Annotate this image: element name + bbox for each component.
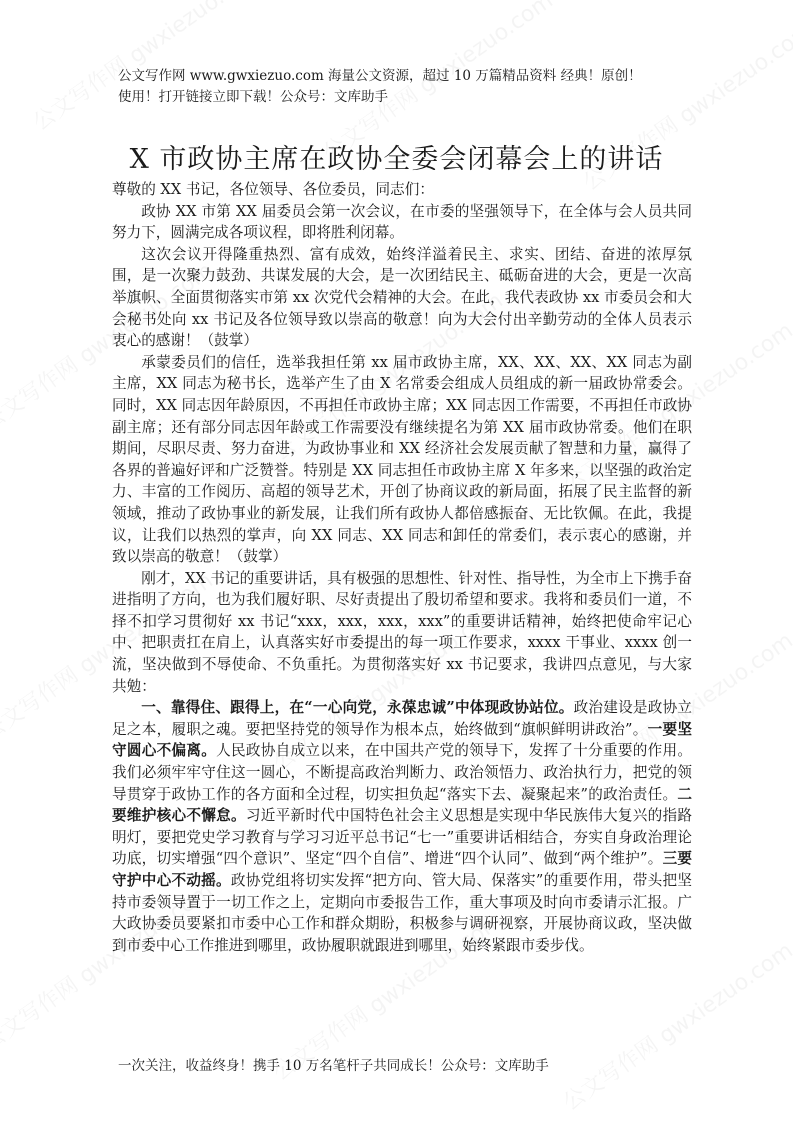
paragraph: 承蒙委员们的信任，选举我担任第 xx 届市政协主席，XX、XX、XX、XX 同志为副主席，XX 同志为秘书长，选举产生了由 X 名常委会组成人员组成的新一届政协常委会。同时，XX 同志因年龄原因，不再担任市政协主席；XX 同志因工作需要，不再担任市政协副主席；还有部分同志因年龄或工作需要没有继续提名为第 XX 届市政协常委。他们在职期间，尽职尽责、努力奋进，为政协事业和 XX 经济社会发展贡献了智慧和力量，赢得了各界的普遍好评和广泛赞誉。特别是 XX 同志担任市政协主席 X 年多来，以坚强的政治定力、丰富的工作阅历、高超的领导艺术，开创了协商议政的新局面，拓展了民主监督的新领域，推动了政协事业的新发展，让我们所有政协人都倍感振奋、无比钦佩。在此，我提议，让我们以热烈的掌声，向 XX 同志、XX 同志和卸任的常委们，表示衷心的感谢，并致以崇高的敬意！（鼓掌） <box>112 353 692 566</box>
page-header <box>118 66 718 108</box>
paragraph: 刚才，XX 书记的重要讲话，具有极强的思想性、针对性、指导性，为全市上下携手奋进指明了方向，也为我们履好职、尽好责提出了殷切希望和要求。我将和委员们一道，不择不扣学习贯彻好 xx 书记“xxx，xxx，xxx，xxx”的重要讲话精神，始终把使命牢记心中、把职责扛在肩上，认真落实好市委提出的每一项工作要求，xxxx 干事业、xxxx 创一流，坚决做到不辱使命、不负重托。为贯彻落实好 xx 书记要求，我讲四点意见，与大家共勉： <box>112 569 692 695</box>
salutation: 尊敬的 XX 书记，各位领导、各位委员，同志们： <box>112 181 434 198</box>
point-heading: 二要维护核心不懈怠。 <box>112 785 692 825</box>
page-footer: 一次关注，收益终身！携手 10 万名笔杆子共同成长！公众号：文库助手 <box>118 1058 549 1074</box>
section-1-paragraph <box>112 697 692 956</box>
watermark <box>556 934 793 1117</box>
document-title: X 市政协主席在政协全委会闭幕会上的讲话 <box>129 144 664 175</box>
section-text: 人民政协自成立以来，在中国共产党的领导下，发挥了十分重要的作用。我们必须牢牢守住这一圆心，不断提高政治判断力、政治领悟力、政治执行力，把党的领导贯穿于政协工作的各方面和全过程，切实担负起“落实下去、凝聚起来”的政治责任。 <box>112 742 692 803</box>
paragraph: 政协 XX 市第 XX 届委员会第一次会议，在市委的坚强领导下，在全体与会人员共同努力下，圆满完成各项议程，即将胜利闭幕。 <box>112 202 692 242</box>
paragraph: 这次会议开得隆重热烈、富有成效，始终洋溢着民主、求实、团结、奋进的浓厚氛围，是一次聚力鼓劲、共谋发展的大会，是一次团结民主、砥砺奋进的大会，更是一次高举旗帜、全面贯彻落实市第 xx 次党代会精神的大会。在此，我代表政协 xx 市委员会和大会秘书处向 xx 书记及各位领导致以崇高的敬意！向为大会付出辛勤劳动的全体人员表示衷心的感谢！（鼓掌） <box>112 245 692 350</box>
document-body <box>112 179 692 956</box>
section-text: 政协党组将切实发挥“把方向、管大局、保落实”的重要作用，带头把坚持市委领导置于一切工作之上，定期向市委报告工作，重大事项及时向市委请示汇报。广大政协委员要紧扣市委中心工作和群众期盼，积极参与调研视察，开展协商议政，坚决做到市委中心工作推进到哪里，政协履职就跟进到哪里，始终紧跟市委步伐。 <box>112 872 692 954</box>
section-heading: 一、靠得住、跟得上，在“一心向党，永葆忠诚”中体现政协站位。 <box>141 699 574 717</box>
header-line-1: 公文写作网 www.gwxiezuo.com 海量公文资源，超过 10 万篇精品资料 经典！原创！ <box>118 68 642 84</box>
section-text: 习近平新时代中国特色社会主义思想是实现中华民族伟大复兴的指路明灯，要把党史学习教育与学习习近平总书记“七一”重要讲话相结合，夯实自身政治理论功底，切实增强“四个意识”、坚定“四个自信”、增进“四个认同”、做到“两个维护”。 <box>112 807 692 868</box>
point-heading: 一要坚守圆心不偏离。 <box>112 720 692 760</box>
header-line-2: 使用！打开链接立即下载！公众号：文库助手 <box>118 89 388 105</box>
section-text: 政治建设是政协立足之本，履职之魂。要把坚持党的领导作为根本点，始终做到“旗帜鲜明讲政治”。 <box>112 699 692 738</box>
point-heading: 三要守护中心不动摇。 <box>112 850 692 889</box>
